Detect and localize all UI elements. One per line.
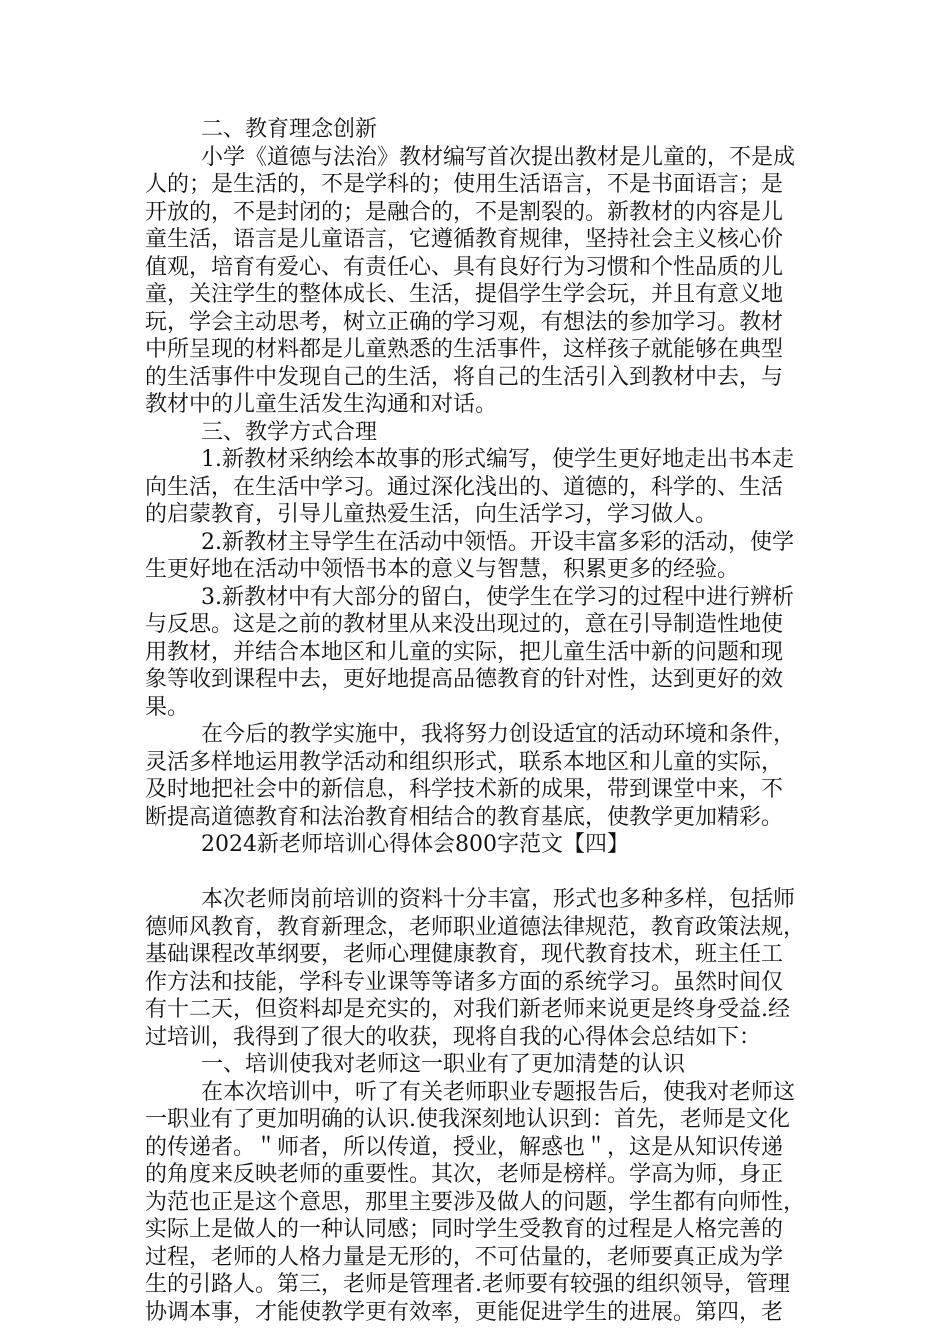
paragraph-line: 断提高道德教育和法治教育相结合的教育基底，使教学更加精彩。: [145, 804, 784, 830]
paragraph-line: 德师风教育，教育新理念，老师职业道德法律规范，教育政策法规，: [145, 914, 806, 940]
blank-line: [145, 859, 811, 887]
paragraph-line: 中所呈现的材料都是儿童熟悉的生活事件，这样孩子就能够在典型: [145, 337, 784, 362]
paragraph-line: 的传递者。＂师者，所以传道，授业，解惑也＂，这是从知识传递: [145, 1134, 784, 1160]
list-item-line: 的启蒙教育，引导儿童热爱生活，向生活学习，学习做人。: [145, 502, 718, 527]
paragraph-line: 小学《道德与法治》教材编写首次提出教材是儿童的，不是成: [201, 144, 796, 170]
list-item-line: 向生活，在生活中学习。通过深化浅出的、道德的，科学的、生活: [145, 474, 784, 500]
list-item-line: 果。: [145, 694, 190, 720]
section-heading-3: 三、教学方式合理: [201, 419, 378, 445]
paragraph-line: 人的；是生活的，不是学科的；使用生活语言，不是书面语言；是: [145, 172, 784, 197]
list-item-line: 2.新教材主导学生在活动中领悟。开设丰富多彩的活动，使学: [201, 529, 794, 555]
paragraph-line: 一职业有了更加明确的认识.使我深刻地认识到：首先，老师是文化: [145, 1107, 790, 1132]
essay-title: 2024新老师培训心得体会800字范文【四】: [201, 832, 629, 857]
list-item-line: 3.新教材中有大部分的留白，使学生在学习的过程中进行辨析: [201, 584, 794, 610]
list-item-line: 生更好地在活动中领悟书本的意义与智慧，积累更多的经验。: [145, 557, 740, 582]
paragraph-line: 有十二天，但资料却是充实的，对我们新老师来说更是终身受益.经: [145, 997, 790, 1022]
paragraph-line: 作方法和技能，学科专业课等等诸多方面的系统学习。虽然时间仅: [145, 969, 784, 995]
list-item-line: 1.新教材采纳绘本故事的形式编写，使学生更好地走出书本走: [201, 447, 794, 472]
paragraph-line: 过培训，我得到了很大的收获，现将自我的心得体会总结如下：: [145, 1024, 762, 1050]
paragraph-line: 的生活事件中发现自己的生活，将自己的生活引入到教材中去，与: [145, 364, 784, 390]
paragraph-line: 及时地把社会中的新信息，科学技术新的成果，带到课堂中来，不: [145, 777, 784, 802]
paragraph-line: 实际上是做人的一种认同感；同时学生受教育的过程是人格完善的: [145, 1217, 784, 1242]
paragraph-line: 值观，培育有爱心、有责任心、具有良好行为习惯和个性品质的儿: [145, 254, 784, 280]
paragraph-line: 童生活，语言是儿童语言，它遵循教育规律，坚持社会主义核心价: [145, 227, 784, 252]
section-heading-point-1: 一、培训使我对老师这一职业有了更加清楚的认识: [201, 1052, 686, 1077]
paragraph-line: 协调本事，才能使教学更有效率，更能促进学生的进展。第四，老: [145, 1299, 784, 1325]
list-item-line: 象等收到课程中去，更好地提高品德教育的针对性，达到更好的效: [145, 667, 784, 692]
paragraph-line: 童，关注学生的整体成长、生活，提倡学生学会玩，并且有意义地: [145, 282, 784, 307]
list-item-line: 用教材，并结合本地区和儿童的实际，把儿童生活中新的问题和现: [145, 639, 784, 665]
list-item-line: 与反思。这是之前的教材里从来没出现过的，意在引导制造性地使: [145, 612, 784, 637]
paragraph-line: 为范也正是这个意思，那里主要涉及做人的问题，学生都有向师性，: [145, 1189, 806, 1215]
paragraph-line: 教材中的儿童生活发生沟通和对话。: [145, 392, 498, 417]
paragraph-line: 过程，老师的人格力量是无形的，不可估量的，老师要真正成为学: [145, 1244, 784, 1270]
paragraph-line: 生的引路人。第三，老师是管理者.老师要有较强的组织领导，管理: [145, 1272, 790, 1297]
paragraph-line: 玩，学会主动思考，树立正确的学习观，有想法的参加学习。教材: [145, 309, 784, 335]
paragraph-line: 基础课程改革纲要，老师心理健康教育，现代教育技术，班主任工: [145, 942, 784, 967]
paragraph-line: 本次老师岗前培训的资料十分丰富，形式也多种多样，包括师: [201, 887, 796, 912]
section-heading-2: 二、教育理念创新: [201, 117, 378, 142]
document-page: [145, 116, 811, 1326]
paragraph-line: 的角度来反映老师的重要性。其次，老师是榜样。学高为师，身正: [145, 1162, 784, 1187]
paragraph-line: 在本次培训中，听了有关老师职业专题报告后，使我对老师这: [201, 1079, 796, 1105]
paragraph-line: 灵活多样地运用教学活动和组织形式，联系本地区和儿童的实际，: [145, 749, 784, 775]
paragraph-line: 在今后的教学实施中，我将努力创设适宜的活动环境和条件，: [201, 722, 796, 747]
paragraph-line: 开放的，不是封闭的；是融合的，不是割裂的。新教材的内容是儿: [145, 199, 784, 225]
